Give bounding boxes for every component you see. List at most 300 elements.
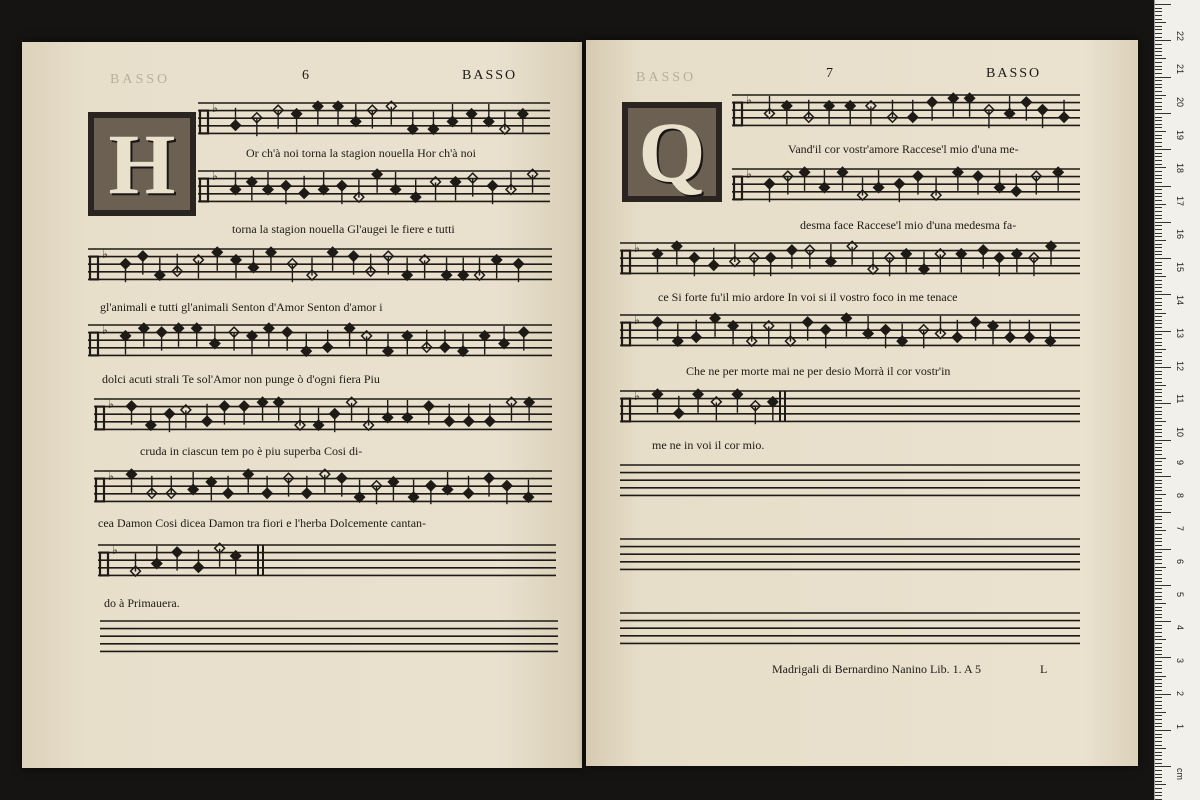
ruler-tick <box>1155 668 1162 669</box>
ruler-tick <box>1155 639 1166 640</box>
ruler-tick <box>1155 273 1162 274</box>
empty-staff <box>100 618 558 656</box>
clef-mark <box>622 323 630 346</box>
ruler-tick <box>1155 327 1162 328</box>
music-staff <box>732 92 1080 130</box>
ruler-tick <box>1155 334 1162 335</box>
decorated-initial <box>622 102 722 202</box>
ruler-tick <box>1155 683 1162 684</box>
clef-mark <box>96 479 104 502</box>
ruler-tick <box>1155 44 1162 45</box>
voice-heading: BASSO <box>986 66 1042 81</box>
ruler-tick <box>1155 734 1162 735</box>
clef-mark <box>200 179 208 202</box>
ruler-tick <box>1155 389 1162 390</box>
ruler-tick <box>1155 556 1162 557</box>
ruler-tick <box>1155 204 1166 205</box>
signature-mark: L <box>1040 662 1048 676</box>
ruler-tick <box>1155 755 1162 756</box>
ruler-tick <box>1155 454 1162 455</box>
ruler-tick <box>1155 298 1162 299</box>
ruler-tick <box>1155 650 1162 651</box>
music-staff <box>620 312 1080 350</box>
ruler-number: 18 <box>1175 163 1185 174</box>
ruler-tick <box>1155 352 1162 353</box>
ruler-tick <box>1155 385 1166 386</box>
ruler-tick <box>1155 549 1171 550</box>
ruler-tick <box>1155 8 1162 9</box>
ruler-tick <box>1155 429 1162 430</box>
ruler-tick <box>1155 541 1162 542</box>
ruler-tick <box>1155 723 1162 724</box>
ruler-tick <box>1155 490 1162 491</box>
flat-sign: ♭ <box>102 323 108 338</box>
ruler-tick <box>1155 40 1171 41</box>
flat-sign: ♭ <box>212 169 218 184</box>
ruler-tick <box>1155 527 1162 528</box>
ruler-tick <box>1155 487 1162 488</box>
ruler-unit: cm <box>1175 768 1185 780</box>
ruler-tick <box>1155 106 1162 107</box>
lyric-line: Che ne per morte mai ne per desio Morrà il cor vostr'in <box>686 364 951 378</box>
ruler-tick <box>1155 153 1162 154</box>
ruler-number: 5 <box>1175 592 1185 598</box>
ruler-tick <box>1155 788 1162 789</box>
lyric-line: Or ch'à noi torna la stagion nouella Hor ch'à noi <box>246 146 476 160</box>
empty-staff <box>620 462 1080 500</box>
ruler-tick <box>1155 356 1162 357</box>
ruler-tick <box>1155 91 1162 92</box>
ruler-tick <box>1155 342 1162 343</box>
ruler-tick <box>1155 69 1162 70</box>
staff-lines <box>620 240 1080 278</box>
ruler-tick <box>1155 211 1162 212</box>
ruler-tick <box>1155 4 1171 5</box>
music-staff <box>198 168 550 206</box>
ruler-tick <box>1155 498 1162 499</box>
clef-mark <box>622 399 630 422</box>
measuring-ruler <box>1154 0 1200 800</box>
ruler-tick <box>1155 233 1162 234</box>
ruler-tick <box>1155 247 1162 248</box>
ruler-tick <box>1155 483 1162 484</box>
lyric-line: gl'animali e tutti gl'animali Senton d'Amor Senton d'amor i <box>100 300 383 314</box>
ruler-tick <box>1155 236 1162 237</box>
ruler-number: 7 <box>1175 526 1185 532</box>
clef-mark <box>200 111 208 134</box>
empty-staff <box>620 536 1080 574</box>
ruler-tick <box>1155 77 1171 78</box>
ruler-tick <box>1155 719 1162 720</box>
ruler-number: 1 <box>1175 724 1185 730</box>
ruler-tick <box>1155 588 1162 589</box>
ruler-number: 8 <box>1175 493 1185 499</box>
ruler-tick <box>1155 374 1162 375</box>
ruler-tick <box>1155 146 1162 147</box>
ruler-tick <box>1155 396 1162 397</box>
ruler-tick <box>1155 265 1162 266</box>
ruler-tick <box>1155 770 1162 771</box>
ruler-number: 22 <box>1175 31 1185 42</box>
ruler-tick <box>1155 465 1162 466</box>
ruler-tick <box>1155 131 1166 132</box>
flat-sign: ♭ <box>108 469 114 484</box>
staff-lines <box>94 396 552 434</box>
clef-mark <box>734 177 742 200</box>
ruler-tick <box>1155 305 1162 306</box>
music-staff <box>732 166 1080 204</box>
ruler-tick <box>1155 563 1162 564</box>
ruler-tick <box>1155 610 1162 611</box>
ruler-tick <box>1155 538 1162 539</box>
flat-sign: ♭ <box>112 543 118 558</box>
ruler-tick <box>1155 367 1171 368</box>
ruler-tick <box>1155 628 1162 629</box>
ruler-tick <box>1155 193 1162 194</box>
ruler-tick <box>1155 411 1162 412</box>
ruler-tick <box>1155 320 1162 321</box>
ruler-tick <box>1155 574 1162 575</box>
ruler-tick <box>1155 287 1162 288</box>
staff-lines <box>620 312 1080 350</box>
ruler-tick <box>1155 84 1162 85</box>
clef-mark <box>622 251 630 274</box>
ruler-tick <box>1155 636 1162 637</box>
ruler-tick <box>1155 570 1162 571</box>
ruler-tick <box>1155 672 1162 673</box>
ruler-tick <box>1155 95 1166 96</box>
ruler-tick <box>1155 505 1162 506</box>
ruler-tick <box>1155 19 1162 20</box>
ruler-tick <box>1155 363 1162 364</box>
ruler-tick <box>1155 33 1162 34</box>
ruler-tick <box>1155 523 1162 524</box>
music-staff <box>94 396 552 434</box>
staff-lines <box>198 100 550 138</box>
lyric-line: me ne in voi il cor mio. <box>652 438 765 452</box>
ruler-tick <box>1155 592 1162 593</box>
ruler-tick <box>1155 530 1166 531</box>
ruler-tick <box>1155 614 1162 615</box>
ruler-tick <box>1155 102 1162 103</box>
ruler-tick <box>1155 469 1162 470</box>
ruler-tick <box>1155 142 1162 143</box>
ruler-tick <box>1155 171 1162 172</box>
ruler-number: 3 <box>1175 658 1185 664</box>
ruler-tick <box>1155 643 1162 644</box>
music-staff <box>88 246 552 284</box>
ruler-tick <box>1155 737 1162 738</box>
ruler-tick <box>1155 748 1166 749</box>
lyric-line: do à Primauera. <box>104 596 180 610</box>
ruler-tick <box>1155 215 1162 216</box>
ruler-tick <box>1155 276 1166 277</box>
ruler-tick <box>1155 443 1162 444</box>
ruler-tick <box>1155 48 1162 49</box>
flat-sign: ♭ <box>634 313 640 328</box>
ruler-tick <box>1155 596 1162 597</box>
ruler-tick <box>1155 124 1162 125</box>
lyric-line: Vand'il cor vostr'amore Raccese'l mio d'una me- <box>788 142 1019 156</box>
decorated-initial <box>88 112 196 216</box>
initial-letter: H <box>108 116 176 212</box>
ruler-tick <box>1155 730 1171 731</box>
ruler-tick <box>1155 160 1162 161</box>
ruler-tick <box>1155 458 1166 459</box>
ruler-tick <box>1155 472 1162 473</box>
clef-mark <box>90 333 98 356</box>
ruler-tick <box>1155 196 1162 197</box>
ruler-tick <box>1155 51 1162 52</box>
ruler-tick <box>1155 400 1162 401</box>
lyric-line: torna la stagion nouella Gl'augei le fiere e tutti <box>232 222 455 236</box>
ruler-number: 11 <box>1175 394 1185 404</box>
ruler-tick <box>1155 509 1162 510</box>
flat-sign: ♭ <box>746 93 752 108</box>
lyric-line: cea Damon Cosi dicea Damon tra fiori e l'herba Dolcemente cantan- <box>98 516 427 530</box>
staff-lines <box>620 610 1080 648</box>
page-number: 7 <box>826 66 835 81</box>
music-staff <box>88 322 552 360</box>
ruler-tick <box>1155 280 1162 281</box>
ruler-tick <box>1155 665 1162 666</box>
ruler-tick <box>1155 625 1162 626</box>
ruler-tick <box>1155 476 1171 477</box>
ruler-tick <box>1155 407 1162 408</box>
ruler-tick <box>1155 567 1166 568</box>
ruler-tick <box>1155 795 1162 796</box>
ruler-tick <box>1155 251 1162 252</box>
ruler-tick <box>1155 432 1162 433</box>
ruler-tick <box>1155 55 1162 56</box>
ruler-tick <box>1155 654 1162 655</box>
staff-lines <box>88 322 552 360</box>
clef-mark <box>96 407 104 430</box>
ruler-tick <box>1155 599 1162 600</box>
ruler-tick <box>1155 294 1171 295</box>
ruler-tick <box>1155 349 1166 350</box>
ruler-number: 6 <box>1175 559 1185 565</box>
ruler-tick <box>1155 766 1171 767</box>
ruler-tick <box>1155 705 1162 706</box>
clef-mark <box>90 257 98 280</box>
flat-sign: ♭ <box>746 167 752 182</box>
ruler-tick <box>1155 516 1162 517</box>
music-staff <box>94 468 552 506</box>
ruler-tick <box>1155 127 1162 128</box>
lyric-line: ce Si forte fu'il mio ardore In voi si il vostro foco in me tenace <box>658 290 958 304</box>
music-staff <box>620 240 1080 278</box>
ruler-tick <box>1155 450 1162 451</box>
music-staff <box>98 542 556 580</box>
ruler-tick <box>1155 62 1162 63</box>
ruler-tick <box>1155 15 1162 16</box>
ruler-tick <box>1155 175 1162 176</box>
ruler-tick <box>1155 741 1162 742</box>
ruler-tick <box>1155 156 1162 157</box>
ruler-tick <box>1155 436 1162 437</box>
clef-mark <box>734 103 742 126</box>
ruler-number: 9 <box>1175 460 1185 466</box>
ruler-tick <box>1155 603 1166 604</box>
ruler-number: 13 <box>1175 328 1185 339</box>
ruler-tick <box>1155 461 1162 462</box>
ruler-tick <box>1155 686 1162 687</box>
ruler-tick <box>1155 697 1162 698</box>
ruler-tick <box>1155 784 1166 785</box>
ruler-number: 15 <box>1175 262 1185 273</box>
ruler-tick <box>1155 501 1162 502</box>
show-through-voice: BASSO <box>110 72 171 87</box>
ruler-tick <box>1155 632 1162 633</box>
clef-mark <box>100 553 108 576</box>
ruler-tick <box>1155 552 1162 553</box>
ruler-number: 14 <box>1175 295 1185 306</box>
ruler-tick <box>1155 164 1162 165</box>
ruler-tick <box>1155 138 1162 139</box>
ruler-tick <box>1155 37 1162 38</box>
music-staff <box>198 100 550 138</box>
ruler-tick <box>1155 222 1171 223</box>
ruler-number: 12 <box>1175 361 1185 372</box>
ruler-tick <box>1155 200 1162 201</box>
ruler-tick <box>1155 421 1166 422</box>
ruler-tick <box>1155 480 1162 481</box>
ruler-tick <box>1155 186 1171 187</box>
ruler-tick <box>1155 87 1162 88</box>
ruler-tick <box>1155 701 1162 702</box>
ruler-tick <box>1155 316 1162 317</box>
ruler-tick <box>1155 585 1171 586</box>
ruler-tick <box>1155 708 1162 709</box>
staff-lines <box>732 92 1080 130</box>
show-through-voice: BASSO <box>636 70 697 85</box>
flat-sign: ♭ <box>102 247 108 262</box>
empty-staff <box>620 610 1080 648</box>
ruler-tick <box>1155 657 1171 658</box>
ruler-tick <box>1155 182 1162 183</box>
ruler-tick <box>1155 26 1162 27</box>
ruler-tick <box>1155 774 1162 775</box>
ruler-tick <box>1155 323 1162 324</box>
ruler-tick <box>1155 392 1162 393</box>
ruler-tick <box>1155 617 1162 618</box>
ruler-tick <box>1155 58 1166 59</box>
ruler-tick <box>1155 120 1162 121</box>
ruler-tick <box>1155 313 1166 314</box>
ruler-tick <box>1155 494 1166 495</box>
lyric-line: desma face Raccese'l mio d'una medesma fa- <box>800 218 1017 232</box>
ruler-number: 10 <box>1175 427 1185 438</box>
ruler-tick <box>1155 262 1162 263</box>
ruler-tick <box>1155 378 1162 379</box>
ruler-number: 2 <box>1175 691 1185 697</box>
initial-letter: Q <box>638 104 706 200</box>
ruler-number: 16 <box>1175 229 1185 240</box>
ruler-tick <box>1155 338 1162 339</box>
ruler-tick <box>1155 440 1171 441</box>
ruler-tick <box>1155 745 1162 746</box>
flat-sign: ♭ <box>634 389 640 404</box>
ruler-tick <box>1155 647 1162 648</box>
ruler-tick <box>1155 792 1162 793</box>
ruler-tick <box>1155 360 1162 361</box>
ruler-tick <box>1155 447 1162 448</box>
staff-lines <box>732 166 1080 204</box>
right-page <box>586 40 1138 766</box>
ruler-tick <box>1155 781 1162 782</box>
ruler-tick <box>1155 690 1162 691</box>
voice-heading: BASSO <box>462 68 518 83</box>
ruler-tick <box>1155 135 1162 136</box>
ruler-tick <box>1155 218 1162 219</box>
ruler-tick <box>1155 302 1162 303</box>
ruler-tick <box>1155 607 1162 608</box>
ruler-tick <box>1155 80 1162 81</box>
flat-sign: ♭ <box>108 397 114 412</box>
ruler-tick <box>1155 258 1171 259</box>
ruler-tick <box>1155 189 1162 190</box>
ruler-tick <box>1155 578 1162 579</box>
ruler-tick <box>1155 331 1171 332</box>
ruler-tick <box>1155 22 1166 23</box>
ruler-tick <box>1155 113 1171 114</box>
ruler-tick <box>1155 240 1166 241</box>
ruler-tick <box>1155 29 1162 30</box>
ruler-tick <box>1155 382 1162 383</box>
staff-lines <box>198 168 550 206</box>
ruler-tick <box>1155 269 1162 270</box>
ruler-tick <box>1155 309 1162 310</box>
ruler-tick <box>1155 345 1162 346</box>
ruler-number: 17 <box>1175 196 1185 207</box>
ruler-tick <box>1155 512 1171 513</box>
ruler-tick <box>1155 712 1166 713</box>
ruler-tick <box>1155 414 1162 415</box>
ruler-tick <box>1155 178 1162 179</box>
staff-lines <box>100 618 558 656</box>
ruler-tick <box>1155 545 1162 546</box>
ruler-tick <box>1155 371 1162 372</box>
ruler-tick <box>1155 73 1162 74</box>
music-staff <box>620 388 1080 426</box>
ruler-number: 21 <box>1175 64 1185 75</box>
lyric-line: dolci acuti strali Te sol'Amor non punge ò d'ogni fiera Piu <box>102 372 380 386</box>
ruler-tick <box>1155 207 1162 208</box>
ruler-tick <box>1155 621 1171 622</box>
ruler-number: 20 <box>1175 97 1185 108</box>
staff-lines <box>620 388 1080 426</box>
ruler-tick <box>1155 291 1162 292</box>
ruler-tick <box>1155 676 1166 677</box>
ruler-tick <box>1155 715 1162 716</box>
flat-sign: ♭ <box>634 241 640 256</box>
ruler-tick <box>1155 679 1162 680</box>
ruler-tick <box>1155 284 1162 285</box>
ruler-tick <box>1155 98 1162 99</box>
ruler-tick <box>1155 403 1171 404</box>
ruler-tick <box>1155 694 1171 695</box>
left-page <box>22 42 582 768</box>
ruler-tick <box>1155 418 1162 419</box>
ruler-tick <box>1155 534 1162 535</box>
colophon-footer: Madrigali di Bernardino Nanino Lib. 1. A 5 <box>772 662 981 676</box>
ruler-tick <box>1155 763 1162 764</box>
ruler-tick <box>1155 225 1162 226</box>
ruler-tick <box>1155 11 1162 12</box>
staff-lines <box>620 462 1080 500</box>
ruler-tick <box>1155 149 1171 150</box>
